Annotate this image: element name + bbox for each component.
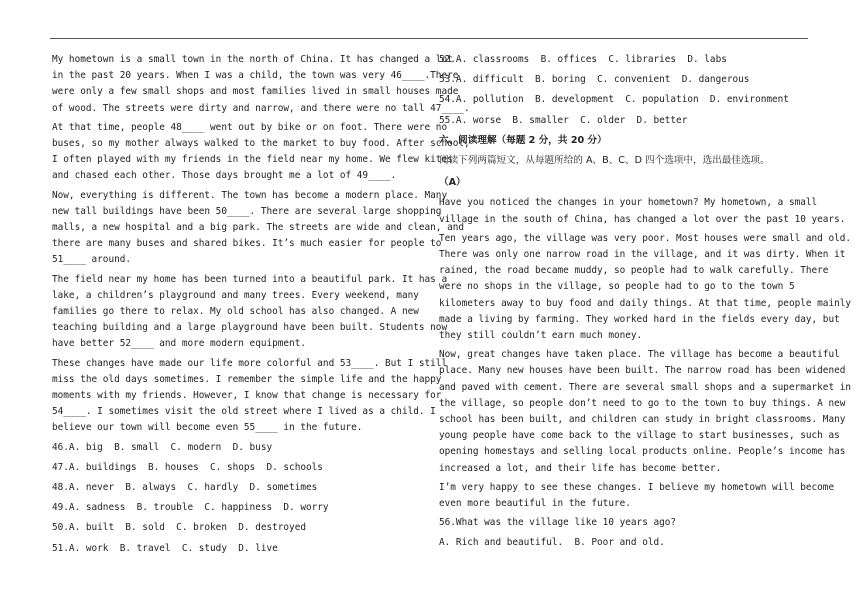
passage-paragraph: [52, 188, 465, 269]
text-line: My hometown is a small town in the north of China. It has changed a lot: [52, 54, 453, 65]
question-options: 54.A. pollution B. development C. population D. environment: [439, 94, 789, 106]
text-line: I often played with my friends in the field near my home. We flew kites: [52, 154, 453, 166]
passage-paragraph: [439, 195, 846, 227]
passage-label: （A）: [439, 177, 466, 189]
passage-paragraph: [439, 231, 852, 344]
text-line: and paved with cement. There are several small shops and a supermarket in: [439, 381, 852, 393]
text-line: 54____. I sometimes visit the old street where I lived as a child. I: [52, 406, 436, 418]
reading-passage: [439, 195, 852, 512]
text-line: Now, everything is different. The town has become a modern place. Many: [52, 189, 448, 201]
question-options: 49.A. sadness B. trouble C. happiness D. worry: [52, 502, 329, 514]
question-options: 53.A. difficult B. boring C. convenient D. dangerous: [439, 74, 750, 86]
question-options: 47.A. buildings B. houses C. shops D. schools: [52, 461, 323, 473]
section-title: 六、阅读理解（每题 2 分，共 20 分）: [439, 134, 607, 146]
header-rule: [50, 38, 808, 39]
text-line: believe our town will become even 55____ in the future.: [52, 422, 363, 434]
question-options: 48.A. never B. always C. hardly D. sometimes: [52, 482, 318, 494]
text-line: they still couldn’t earn much money.: [439, 330, 643, 342]
cloze-options-continued: [439, 52, 811, 129]
text-line: and chased each other. Those days brought me a lot of 49____.: [52, 170, 397, 182]
text-line: village in the south of China, has changed a lot over the past 10 years.: [439, 213, 846, 225]
right-column: [439, 52, 852, 556]
text-line: made a living by farming. They worked hard in the fields every day, but: [439, 313, 840, 325]
question-options: 55.A. worse B. smaller C. older D. better: [439, 114, 688, 126]
question-options: 50.A. built B. sold C. broken D. destroyed: [52, 522, 306, 534]
passage-paragraph: [52, 272, 448, 353]
text-line: Ten years ago, the village was very poor. Most houses were small and old.: [439, 232, 852, 244]
passage-paragraph: [52, 120, 470, 185]
text-line: Now, great changes have taken place. The village has become a beautiful: [439, 349, 840, 361]
text-line: kilometers away to buy food and daily things. At that time, people mainly: [439, 297, 852, 309]
text-line: young people have come back to the village to start businesses, such as: [439, 430, 840, 442]
text-line: lake, a children’s playground and many trees. Every weekend, many: [52, 289, 419, 301]
question-56-options: A. Rich and beautiful. B. Poor and old.: [439, 537, 665, 549]
text-line: even more beautiful in the future.: [439, 498, 631, 510]
text-line: in the past 20 years. When I was a child, the town was very 46____.There: [52, 70, 459, 82]
text-line: of wood. The streets were dirty and narrow, and there were no tall 47____.: [52, 102, 470, 114]
passage-paragraph: [52, 356, 448, 437]
text-line: the village, so people don’t need to go to the town to buy things. A new: [439, 397, 846, 409]
text-line: school has been built, and children can study in bright classrooms. Many: [439, 414, 846, 426]
text-line: The field near my home has been turned into a beautiful park. It has a: [52, 273, 448, 285]
text-line: miss the old days sometimes. I remember the simple life and the happy: [52, 373, 442, 385]
text-line: teaching building and a large playground have been built. Students now: [52, 322, 448, 334]
text-line: These changes have made our life more colorful and 53____. But I still: [52, 357, 448, 369]
text-line: buses, so my mother always walked to the market to buy food. After school,: [52, 138, 470, 150]
cloze-options: [52, 440, 424, 557]
passage-paragraph: [52, 52, 470, 117]
text-line: 51____ around.: [52, 254, 132, 266]
question-options: 52.A. classrooms B. offices C. libraries D. labs: [439, 54, 727, 65]
left-column: [52, 52, 470, 561]
text-line: At that time, people 48____ went out by bike or on foot. There were no: [52, 121, 448, 133]
question-56: 56.What was the village like 10 years ago?: [439, 517, 677, 529]
text-line: families go there to relax. My old school has also changed. A new: [52, 306, 419, 318]
text-line: new tall buildings have been 50____. There are several large shopping: [52, 205, 442, 217]
passage-paragraph: [439, 347, 852, 477]
text-line: malls, a new hospital and a big park. The streets are wide and clean, and: [52, 222, 465, 234]
text-line: have better 52____ and more modern equipment.: [52, 338, 306, 350]
text-line: increased a lot, and their life has become better.: [439, 462, 722, 474]
text-line: There was only one narrow road in the village, and it was dirty. When it: [439, 249, 846, 261]
text-line: Have you noticed the changes in your hometown? My hometown, a small: [439, 197, 818, 209]
text-line: were only a few small shops and most families lived in small houses made: [52, 86, 459, 98]
question-options: 46.A. big B. small C. modern D. busy: [52, 441, 273, 453]
text-line: were no shops in the village, so people had to go to the town 5: [439, 281, 795, 293]
cloze-passage: [52, 52, 470, 437]
text-line: moments with my friends. However, I know that change is necessary for: [52, 390, 442, 402]
text-line: I’m very happy to see these changes. I believe my hometown will become: [439, 481, 835, 493]
text-line: there are many buses and shared bikes. It’s much easier for people to: [52, 238, 442, 250]
text-line: rained, the road became muddy, so people had to walk carefully. There: [439, 265, 829, 277]
question-options: 51.A. work B. travel C. study D. live: [52, 542, 278, 554]
section-instruction: 阅读下列两篇短文，从每题所给的 A、B、C、D 四个选项中，选出最佳选项。: [439, 155, 770, 167]
passage-paragraph: [439, 480, 835, 512]
text-line: place. Many new houses have been built. The narrow road has been widened: [439, 365, 846, 377]
text-line: opening homestays and selling local products online. People’s income has: [439, 446, 846, 458]
